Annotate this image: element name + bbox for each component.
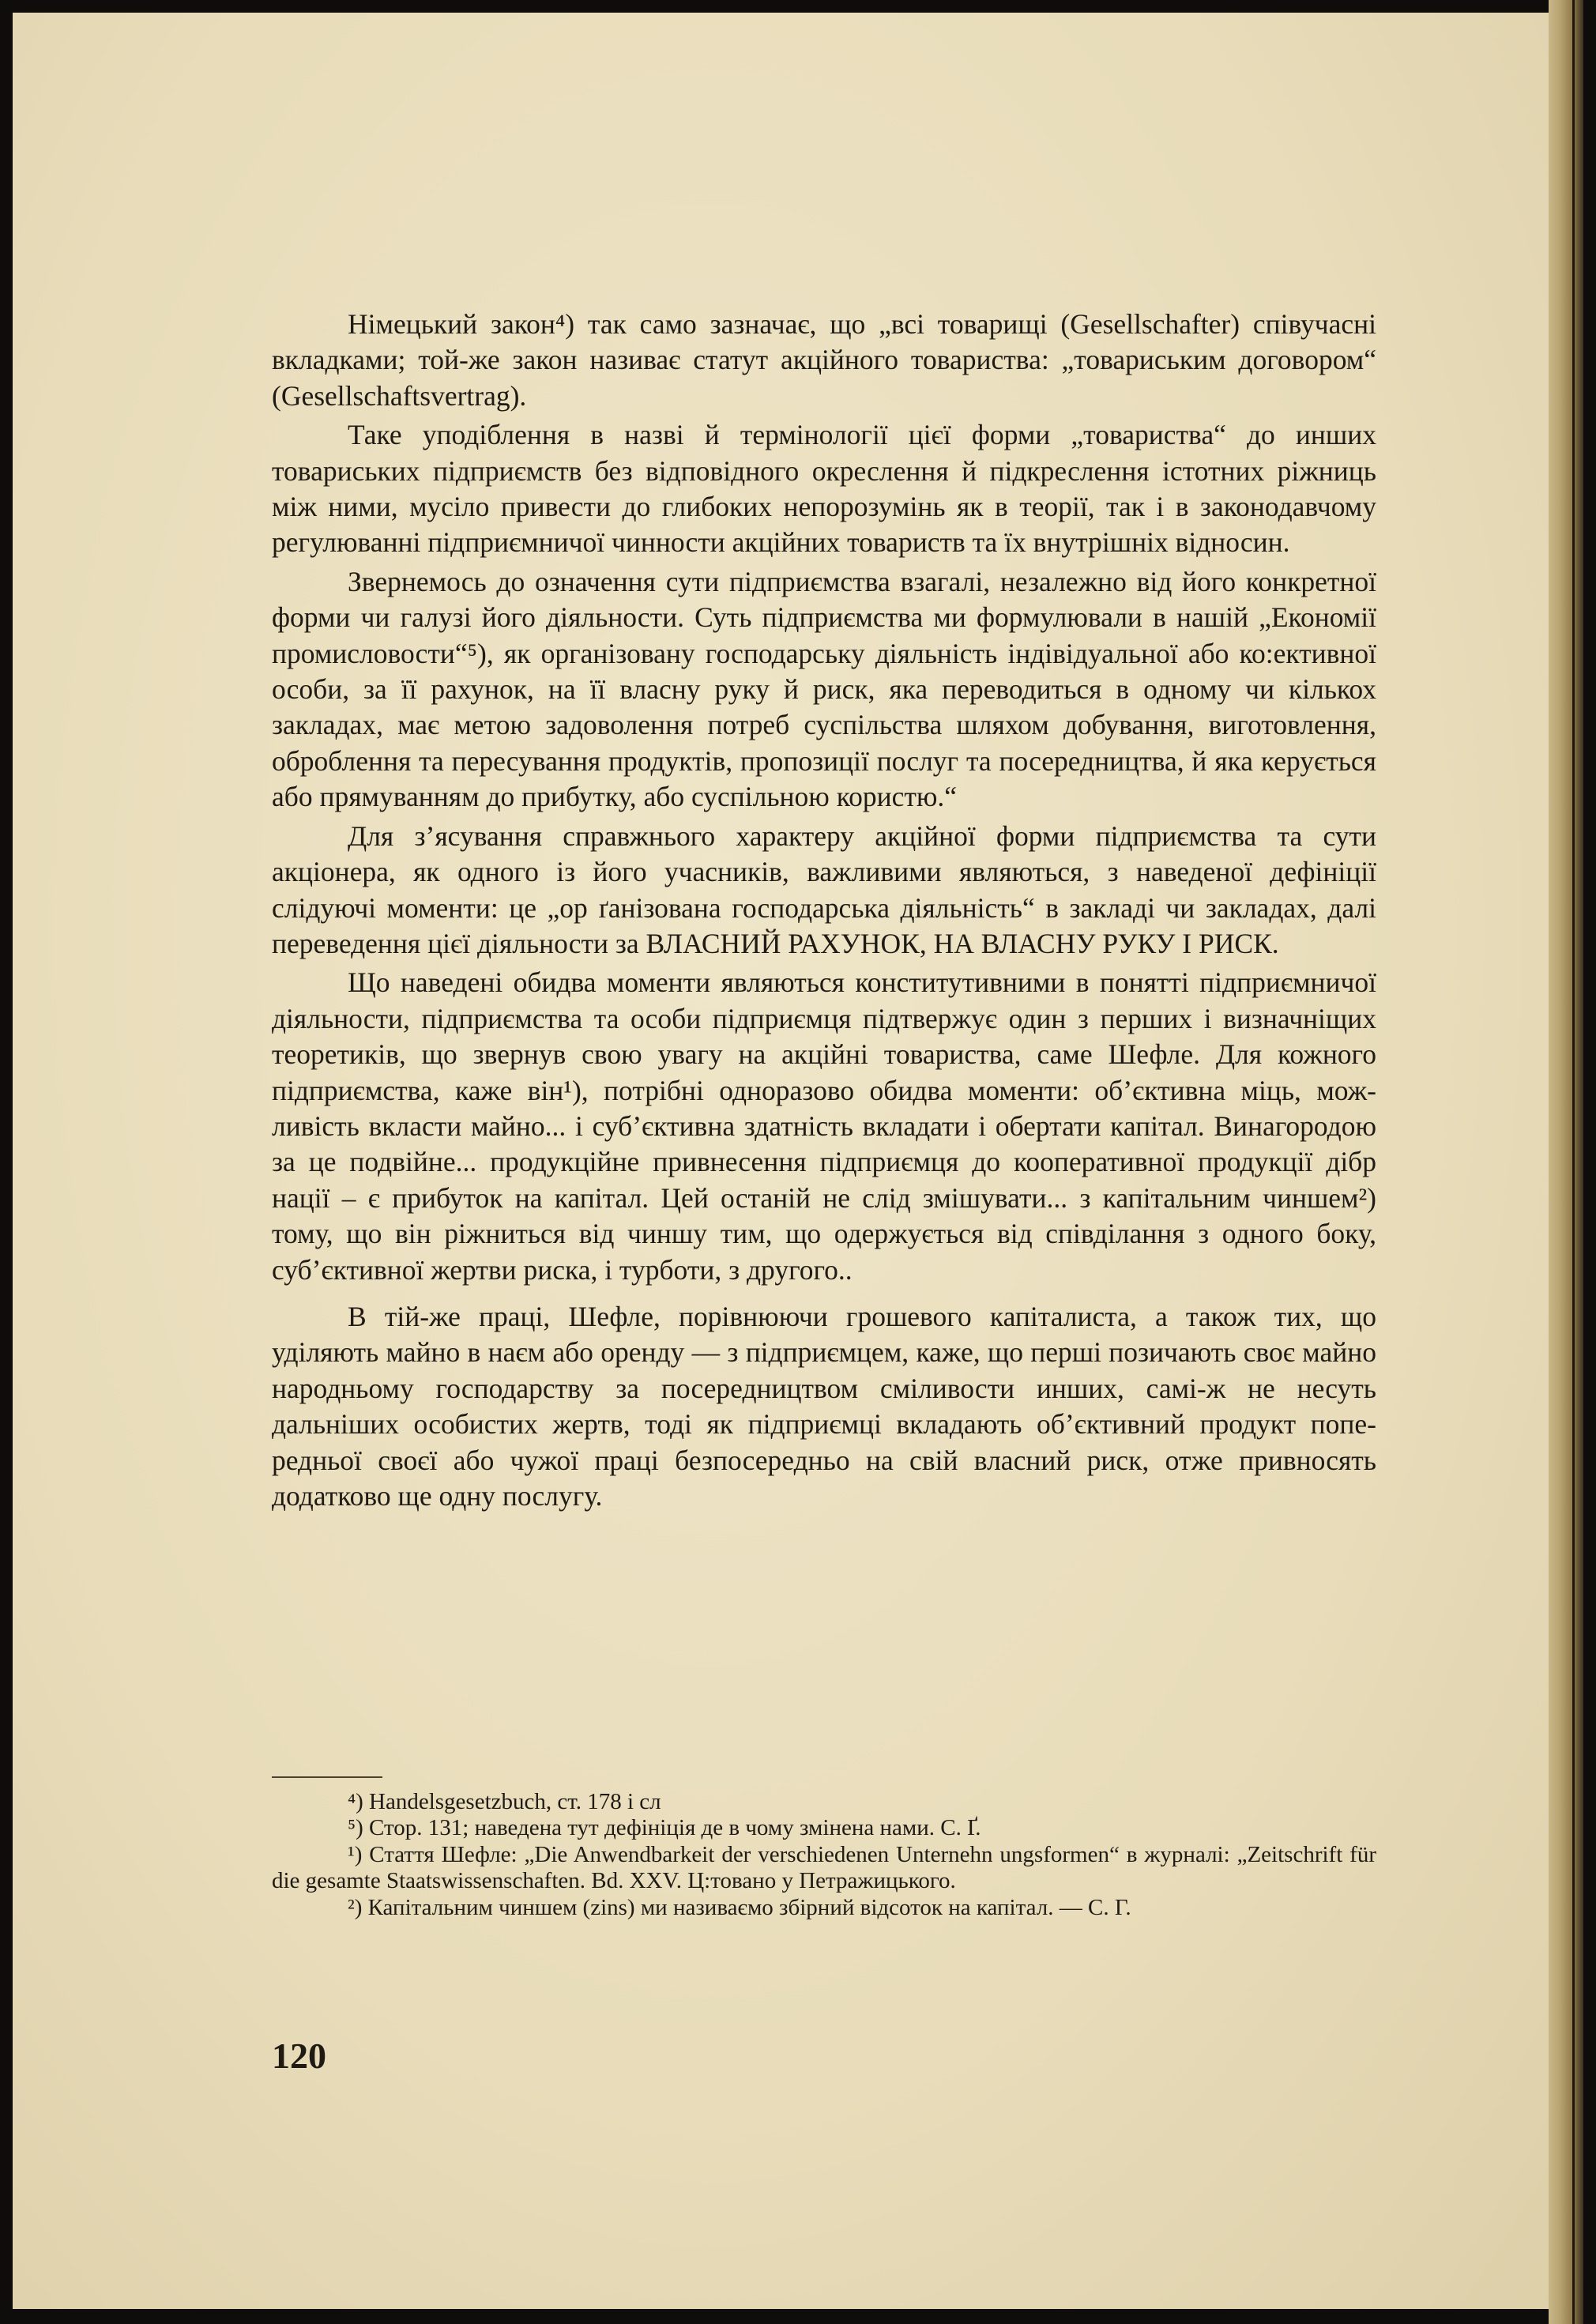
page-gutter	[1549, 0, 1583, 2324]
footnote-separator	[272, 1776, 382, 1778]
page-number: 120	[272, 2036, 326, 2076]
binding-edge	[1572, 0, 1575, 2324]
paragraph-2: Таке уподіблення в назві й термінології цієї форми „товариства“ до инших товариських підприємств без відповідного окреслення й підкреслення істотних ріжниць між ними, мусіло привести до глибоких непорозумінь як в теорії, так і в законодавчому регулюванні підприємничої чинности акційних товариств та їх внутрішніх відносин.	[272, 419, 1376, 559]
paragraph-4: Для з’ясування справжнього характеру акційної форми підприємства та сути акціонера, як одного із його учасників, важливими являються, з наведеної дефініції слідуючі моменти: це „ор ґанізована господарська діяльність“ в закладі чи закладах, далі переведення цієї діяльности за ВЛАСНИЙ РАХУНОК, НА ВЛАСНУ РУКУ І РИСК.	[272, 819, 1376, 959]
footnote-4: ⁴) Handelsgesetzbuch, ст. 178 і сл	[348, 1789, 661, 1814]
footnote-2: ²) Капітальним чиншем (zins) ми називаємо збірний відсоток на капітал. — С. Г.	[348, 1894, 1131, 1920]
paragraph-6: В тій-же праці, Шефле, порівнюючи грошевого капіталиста, а також тих, що уділяють майно в наєм або оренду — з підприємцем, каже, що перші позичають своє майно народньому господарству за посередництвом сміливости инших, самі-ж не несуть дальніших особистих жертв, тоді як підприємці вкладають об’єктивний продукт попередньої своєї або чужої праці безпосередньо на свій власний риск, отже привносять додатково ще одну послугу.	[272, 1300, 1376, 1512]
body-text	[272, 307, 1376, 1517]
paragraph-3: Звернемось до означення сути підприємства взагалі, незалежно від його конкретної форми чи галузі його діяльности. Суть підприємства ми формулювали в нашій „Економії промисловости“⁵), як організовану господарську діяльність індівідуальної або ко:ективної особи, за її рахунок, на її власну руку й риск, яка переводиться в одному чи кількох закладах, має метою задоволення потреб суспільства шляхом добування, виготовлення, оброблення та пересування продуктів, пропозиції послуг та посередництва, й яка керується або прямуванням до прибутку, або суспільною користю.“	[272, 565, 1376, 813]
footnote-5: ⁵) Стор. 131; наведена тут дефініція де в чому змінена нами. С. Ґ.	[348, 1815, 981, 1841]
footnote-1: ¹) Стаття Шефле: „Die Anwendbarkeit der verschiedenen Unternehn ungsformen“ в журналі: „Zeitschrift für die gesamte Staatswissenschaften. Bd. XXV. Ц:товано у Петражицького.	[272, 1841, 1376, 1894]
paragraph-1: Німецький закон⁴) так само зазначає, що „всі товарищі (Gesellschafter) співучасні вкладками; той-же закон називає статут акційного товариства: „товариським договором“ (Gesellschaftsvertrag).	[272, 308, 1376, 412]
footnotes	[272, 1789, 1376, 1921]
paragraph-5: Що наведені обидва моменти являються конститутивними в понятті підприємничої діяльности, підприємства та особи підприємця підтвержує один з перших і визначніщих теоретиків, що звернув свою увагу на акційні товариства, саме Шефле. Для кожного підприємства, каже він¹), потрібні одноразово обидва моменти: об’єктивна міць, можливість вкласти майно... і суб’єктивна здатність вкладати і обертати капітал. Винагородою за це подвійне... продукційне привнесення підприємця до кооперативної продукції дібр нації – є прибуток на капітал. Цей останій не слід змішувати... з капітальним чиншем²) тому, що він ріжниться від чиншу тим, що одержується від співділання з одного боку, суб’єктивної жертви риска, і турботи, з другого..	[272, 966, 1376, 1286]
